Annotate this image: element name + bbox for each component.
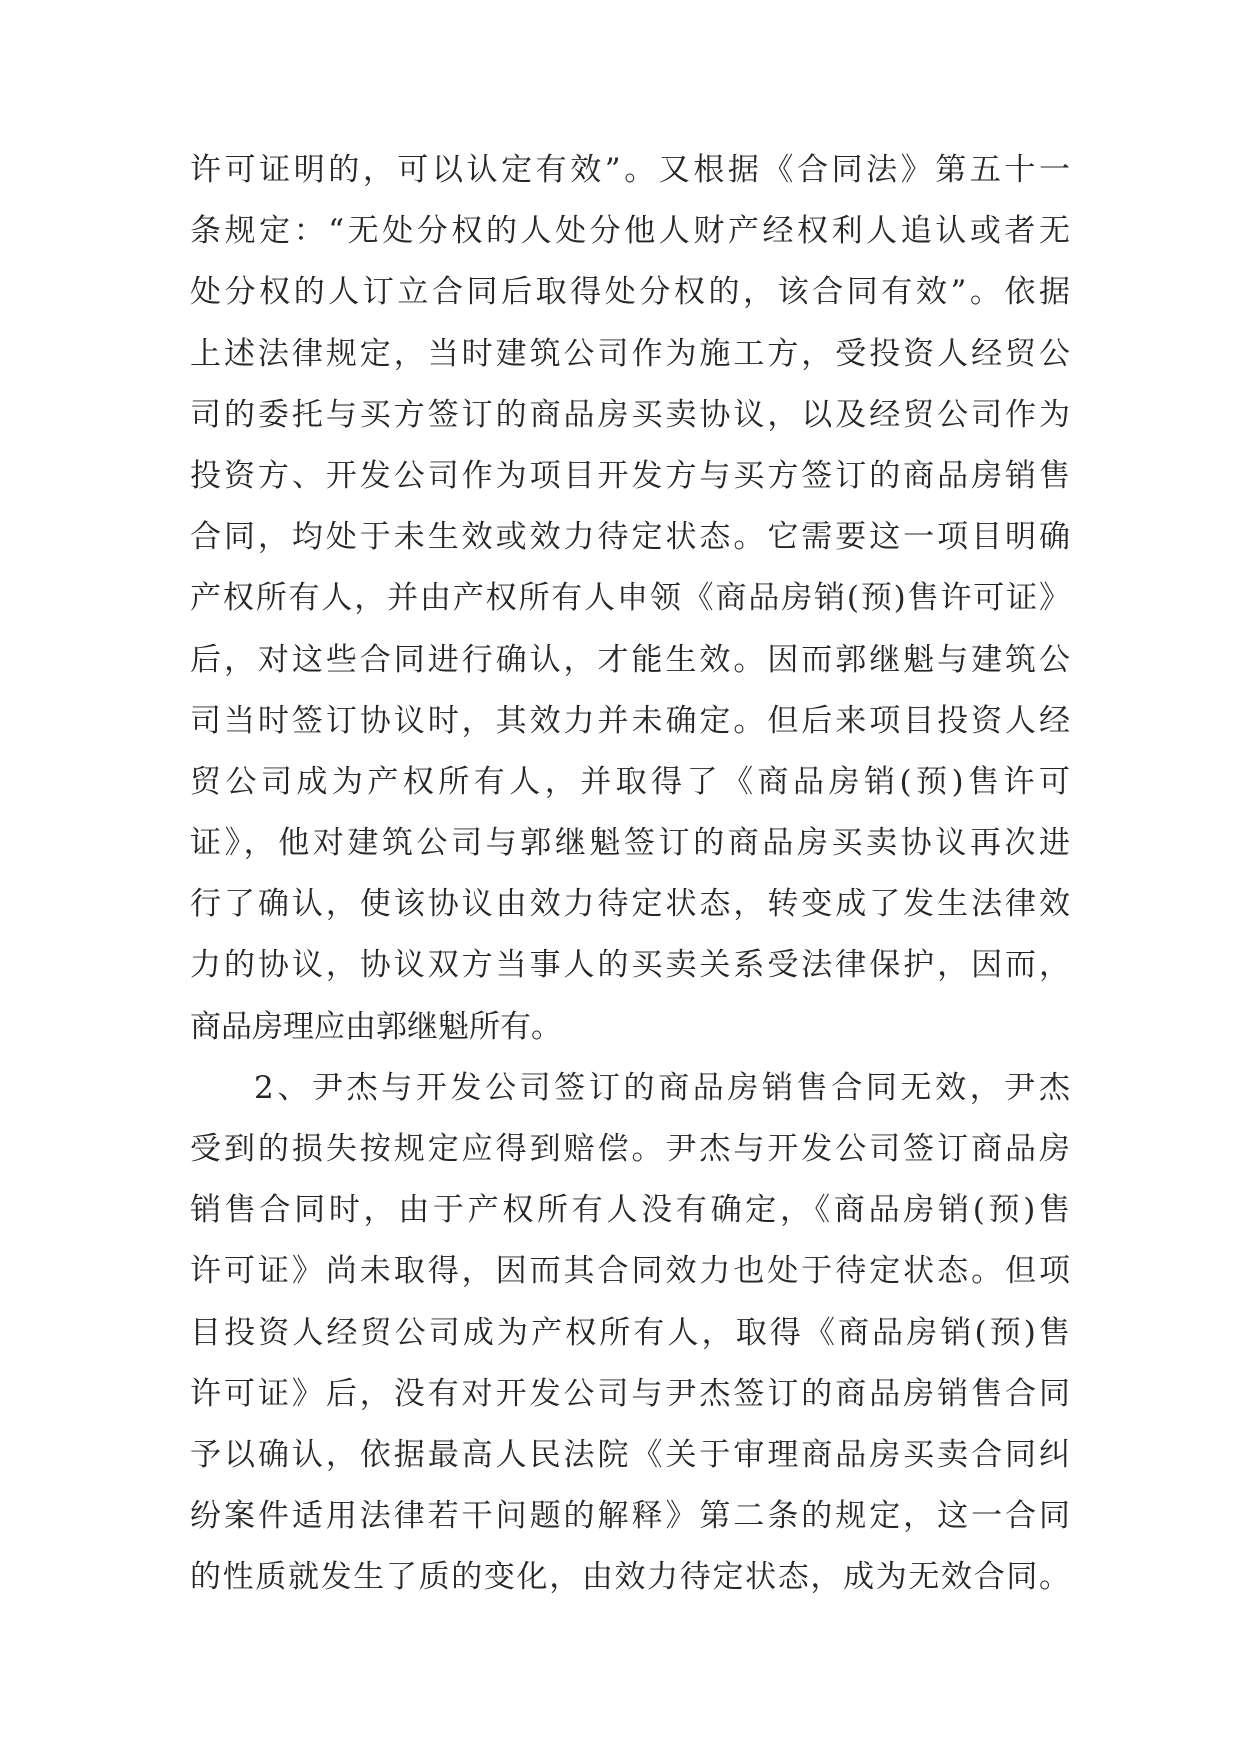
text-line: 产权所有人，并由产权所有人申领《商品房销(预)售许可证》	[190, 580, 1070, 617]
text-line: 的性质就发生了质的变化，由效力待定状态，成为无效合同。	[190, 1559, 1070, 1596]
text-line: 合同，均处于未生效或效力待定状态。它需要这一项目明确	[190, 519, 1070, 556]
text-line: 司的委托与买方签订的商品房买卖协议，以及经贸公司作为	[190, 396, 1070, 433]
text-line: 目投资人经贸公司成为产权所有人，取得《商品房销(预)售	[190, 1314, 1070, 1351]
text-line: 2、尹杰与开发公司签订的商品房销售合同无效，尹杰	[254, 1069, 1070, 1106]
text-line: 许可证》尚未取得，因而其合同效力也处于待定状态。但项	[190, 1253, 1070, 1290]
document-body	[190, 140, 1070, 1609]
text-line: 纷案件适用法律若干问题的解释》第二条的规定，这一合同	[190, 1498, 1070, 1535]
paragraph-2	[190, 1058, 1070, 1609]
text-line: 司当时签订协议时，其效力并未确定。但后来项目投资人经	[190, 702, 1070, 739]
text-line: 后，对这些合同进行确认，才能生效。因而郭继魁与建筑公	[190, 641, 1070, 678]
text-line: 许可证明的，可以认定有效”。又根据《合同法》第五十一	[190, 152, 1070, 188]
text-line: 上述法律规定，当时建筑公司作为施工方，受投资人经贸公	[190, 335, 1070, 372]
text-line: 力的协议，协议双方当事人的买卖关系受法律保护，因而，	[190, 947, 1070, 984]
text-line: 商品房理应由郭继魁所有。	[190, 1008, 562, 1045]
paragraph-1	[190, 140, 1070, 1058]
text-line: 条规定：“无处分权的人处分他人财产经权利人追认或者无	[190, 213, 1070, 250]
text-line: 证》，他对建筑公司与郭继魁签订的商品房买卖协议再次进	[190, 825, 1070, 862]
text-line: 受到的损失按规定应得到赔偿。尹杰与开发公司签订商品房	[190, 1131, 1070, 1167]
text-line: 销售合同时，由于产权所有人没有确定，《商品房销(预)售	[190, 1192, 1070, 1229]
text-line: 行了确认，使该协议由效力待定状态，转变成了发生法律效	[190, 886, 1070, 923]
text-line: 予以确认，依据最高人民法院《关于审理商品房买卖合同纠	[190, 1436, 1070, 1473]
text-line: 许可证》后，没有对开发公司与尹杰签订的商品房销售合同	[190, 1375, 1070, 1412]
text-line: 贸公司成为产权所有人，并取得了《商品房销(预)售许可	[190, 763, 1070, 800]
text-line: 处分权的人订立合同后取得处分权的，该合同有效”。依据	[190, 274, 1070, 311]
text-line: 投资方、开发公司作为项目开发方与买方签订的商品房销售	[190, 457, 1070, 494]
